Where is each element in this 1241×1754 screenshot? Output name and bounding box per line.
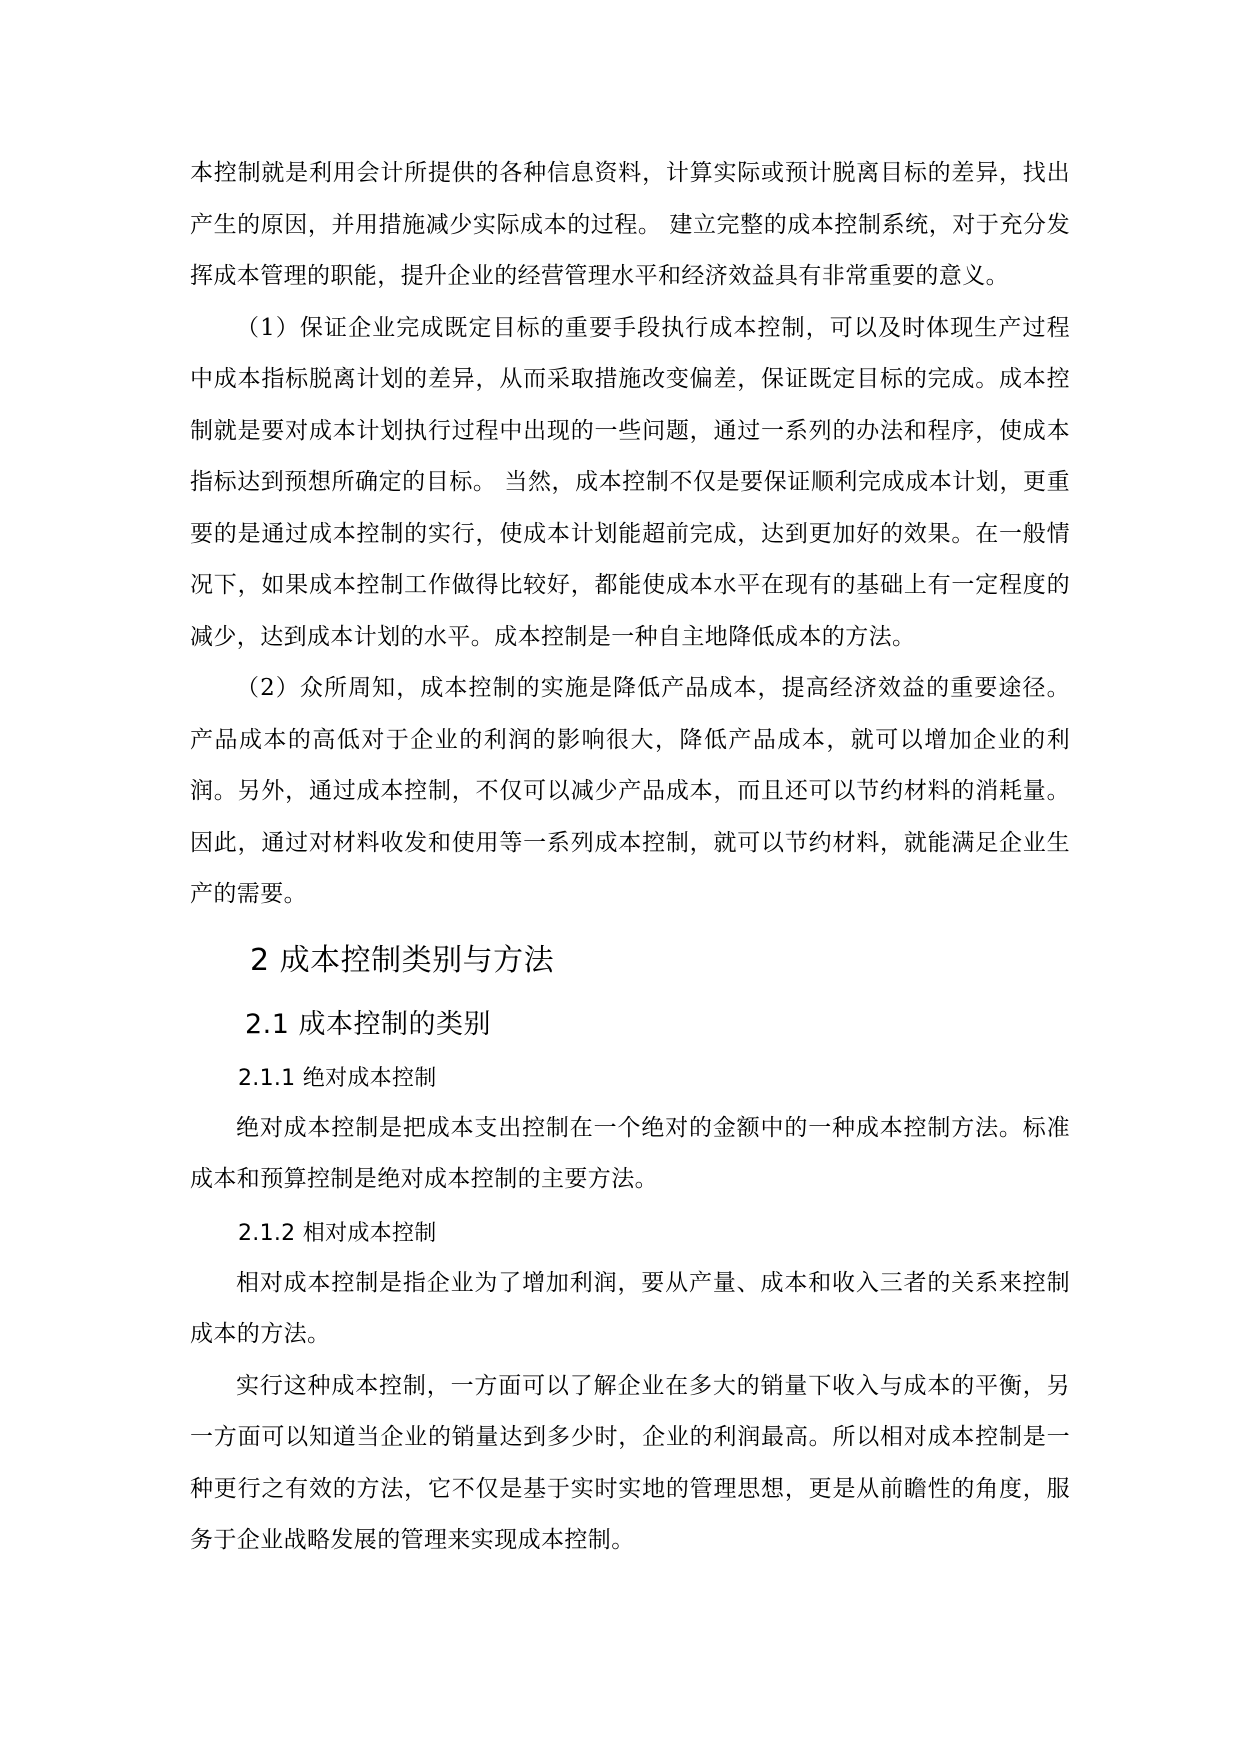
chapter-heading: 2 成本控制类别与方法: [250, 942, 555, 978]
body-paragraph: 实行这种成本控制，一方面可以了解企业在多大的销量下收入与成本的平衡，另一方面可以知道当企业的销量达到多少时，企业的利润最高。所以相对成本控制是一种更行之有效的方法，它不仅是基于实时实地的管理思想，更是从前瞻性的角度，服务于企业战略发展的管理来实现成本控制。: [190, 1372, 1070, 1553]
subsection-heading: 2.1.2 相对成本控制: [238, 1220, 437, 1246]
body-paragraph: 相对成本控制是指企业为了增加利润，要从产量、成本和收入三者的关系来控制成本的方法。: [190, 1269, 1070, 1347]
section-heading: 2.1 成本控制的类别: [245, 1008, 492, 1040]
body-paragraph: （1）保证企业完成既定目标的重要手段执行成本控制，可以及时体现生产过程中成本指标脱离计划的差异，从而采取措施改变偏差，保证既定目标的完成。成本控制就是要对成本计划执行过程中出现的一些问题，通过一系列的办法和程序，使成本指标达到预想所确定的目标。 当然，成本控制不仅是要保证顺利完成成本计划，更重要的是通过成本控制的实行，使成本计划能超前完成，达到更加好的效果。在一般情况下，如果成本控制工作做得比较好，都能使成本水平在现有的基础上有一定程度的减少，达到成本计划的水平。成本控制是一种自主地降低成本的方法。: [190, 314, 1070, 650]
body-paragraph: 绝对成本控制是把成本支出控制在一个绝对的金额中的一种成本控制方法。标准成本和预算控制是绝对成本控制的主要方法。: [190, 1114, 1070, 1192]
body-paragraph: （2）众所周知，成本控制的实施是降低产品成本，提高经济效益的重要途径。产品成本的高低对于企业的利润的影响很大，降低产品成本，就可以增加企业的利润。另外，通过成本控制，不仅可以减少产品成本，而且还可以节约材料的消耗量。因此，通过对材料收发和使用等一系列成本控制，就可以节约材料，就能满足企业生产的需要。: [190, 675, 1070, 907]
document-body: [190, 148, 1070, 1567]
body-paragraph: 本控制就是利用会计所提供的各种信息资料，计算实际或预计脱离目标的差异，找出产生的原因，并用措施减少实际成本的过程。 建立完整的成本控制系统，对于充分发挥成本管理的职能，提升企业的经营管理水平和经济效益具有非常重要的意义。: [190, 160, 1070, 289]
subsection-heading: 2.1.1 绝对成本控制: [238, 1065, 437, 1091]
